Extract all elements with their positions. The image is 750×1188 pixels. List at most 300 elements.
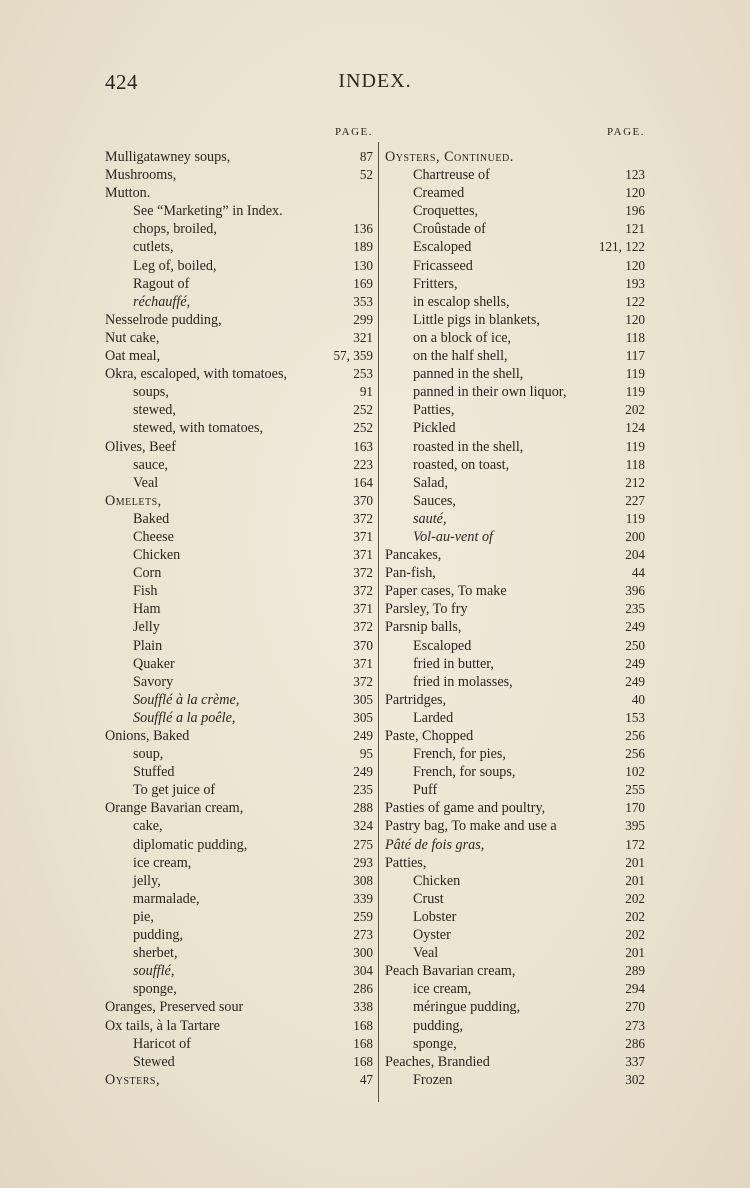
entry-page: 121 <box>625 221 645 237</box>
entry-name: Peach Bavarian cream, <box>385 963 516 980</box>
entry-name: Pan-fish, <box>385 565 436 582</box>
entry-name: Oysters, Continued. <box>385 149 514 165</box>
entry-page: 338 <box>353 999 373 1015</box>
entry-page: 120 <box>625 311 645 327</box>
entry-name: Peaches, Brandied <box>385 1053 490 1070</box>
index-entry <box>105 184 373 202</box>
entry-name: roasted in the shell, <box>413 438 524 455</box>
index-entry <box>105 618 373 636</box>
entry-name: in escalop shells, <box>413 293 510 310</box>
entry-name: diplomatic pudding, <box>133 836 248 853</box>
entry-name: fried in butter, <box>413 655 494 672</box>
entry-name: sherbet, <box>133 945 178 962</box>
entry-page: 294 <box>625 981 645 997</box>
index-entry <box>105 962 373 980</box>
index-entry <box>105 238 373 256</box>
index-entry <box>105 528 373 546</box>
entry-name: Partridges, <box>385 691 447 708</box>
entry-name: fried in molasses, <box>413 673 513 690</box>
entry-name: Cheese <box>133 528 174 545</box>
entry-name: panned in their own liquor, <box>413 384 567 401</box>
running-title: INDEX. <box>338 70 412 92</box>
entry-name: Quaker <box>133 655 175 672</box>
entry-page: 249 <box>625 655 645 671</box>
entry-name: Nesselrode pudding, <box>105 311 222 328</box>
index-list-left <box>105 148 373 1089</box>
index-entry <box>385 691 645 709</box>
entry-page: 259 <box>353 908 373 924</box>
entry-name: Chicken <box>133 547 181 564</box>
index-entry <box>385 528 645 546</box>
index-entry <box>105 980 373 998</box>
entry-page: 118 <box>625 329 645 345</box>
index-entry <box>105 836 373 854</box>
entry-page: 300 <box>353 945 373 961</box>
index-entry <box>105 510 373 528</box>
entry-name: To get juice of <box>133 782 216 799</box>
entry-page: 40 <box>631 691 645 707</box>
entry-page: 305 <box>353 709 373 725</box>
entry-name: Oat meal, <box>105 348 161 365</box>
index-entry <box>385 600 645 618</box>
index-entry <box>385 438 645 456</box>
entry-page: 304 <box>353 963 373 979</box>
entry-name: Corn <box>133 565 162 582</box>
entry-page: 223 <box>353 456 373 472</box>
entry-name: Stuffed <box>133 764 175 781</box>
entry-page: 370 <box>353 637 373 653</box>
entry-name: Fricasseed <box>413 257 473 274</box>
index-entry <box>385 727 645 745</box>
entry-name: stewed, with tomatoes, <box>133 420 264 437</box>
index-entry <box>385 184 645 202</box>
entry-name: Patties, <box>413 402 455 419</box>
index-entry <box>105 1017 373 1035</box>
index-entry <box>105 799 373 817</box>
entry-name: Parsley, To fry <box>385 601 468 618</box>
entry-page: 372 <box>353 565 373 581</box>
index-entry <box>385 944 645 962</box>
entry-name: Escaloped <box>413 239 472 256</box>
entry-page: 212 <box>625 474 645 490</box>
index-entry <box>105 220 373 238</box>
entry-name: Pancakes, <box>385 547 442 564</box>
index-column-right <box>385 122 645 1089</box>
index-entry <box>105 148 373 166</box>
column-divider <box>378 142 379 1102</box>
entry-page: 102 <box>625 764 645 780</box>
entry-page: 321 <box>353 329 373 345</box>
entry-page: 302 <box>625 1071 645 1087</box>
index-entry <box>385 618 645 636</box>
index-columns <box>105 122 645 1102</box>
entry-page: 168 <box>353 1017 373 1033</box>
index-entry <box>385 564 645 582</box>
entry-name: soup, <box>133 746 164 763</box>
index-entry <box>105 419 373 437</box>
entry-page: 119 <box>625 438 645 454</box>
index-entry <box>105 745 373 763</box>
entry-page: 91 <box>359 384 373 400</box>
entry-page: 163 <box>353 438 373 454</box>
page-column-label: PAGE. <box>607 126 645 138</box>
entry-name: Lobster <box>413 908 457 925</box>
entry-page: 196 <box>625 203 645 219</box>
entry-name: Parsnip balls, <box>385 619 462 636</box>
entry-page: 353 <box>353 293 373 309</box>
entry-page: 286 <box>353 981 373 997</box>
index-entry <box>385 709 645 727</box>
entry-page: 324 <box>353 818 373 834</box>
index-entry <box>385 1017 645 1035</box>
entry-page: 249 <box>625 619 645 635</box>
entry-page: 47 <box>359 1071 373 1087</box>
index-column-left <box>105 122 373 1089</box>
entry-name: Soufflé a la poêle, <box>133 709 236 726</box>
entry-name: Omelets, <box>105 492 162 509</box>
entry-page: 305 <box>353 691 373 707</box>
entry-page: 168 <box>353 1035 373 1051</box>
entry-page: 308 <box>353 872 373 888</box>
entry-page: 118 <box>625 456 645 472</box>
index-entry <box>105 637 373 655</box>
index-entry <box>385 582 645 600</box>
index-entry <box>385 474 645 492</box>
entry-page: 164 <box>353 474 373 490</box>
entry-name: roasted, on toast, <box>413 456 510 473</box>
entry-name: Haricot of <box>133 1035 191 1052</box>
index-entry <box>385 637 645 655</box>
index-entry <box>385 546 645 564</box>
entry-name: marmalade, <box>133 890 200 907</box>
entry-page: 288 <box>353 800 373 816</box>
index-entry <box>385 908 645 926</box>
entry-page: 87 <box>359 149 373 164</box>
entry-name: ice cream, <box>133 854 192 871</box>
entry-name: méringue pudding, <box>413 999 521 1016</box>
entry-name: Sauces, <box>413 492 456 509</box>
entry-page: 119 <box>625 366 645 382</box>
index-entry <box>385 383 645 401</box>
index-entry <box>385 1035 645 1053</box>
entry-page: 339 <box>353 890 373 906</box>
entry-page: 95 <box>359 746 373 762</box>
index-entry <box>105 908 373 926</box>
entry-page: 235 <box>353 782 373 798</box>
entry-name: Onions, Baked <box>105 728 190 744</box>
index-entry <box>385 275 645 293</box>
entry-name: jelly, <box>133 872 161 889</box>
entry-name: chops, broiled, <box>133 221 217 238</box>
entry-name: Patties, <box>385 854 427 871</box>
entry-page: 249 <box>625 673 645 689</box>
entry-name: Veal <box>413 945 439 962</box>
index-entry <box>105 438 373 456</box>
entry-page: 124 <box>625 420 645 436</box>
entry-name: on a block of ice, <box>413 329 512 346</box>
entry-page: 202 <box>625 402 645 418</box>
index-entry <box>385 456 645 474</box>
entry-page: 120 <box>625 257 645 273</box>
entry-name: réchauffé, <box>133 293 191 310</box>
entry-page: 52 <box>359 167 373 183</box>
entry-name: Fish <box>133 583 158 600</box>
index-list-right <box>385 148 645 1089</box>
entry-page: 123 <box>625 167 645 183</box>
entry-page: 193 <box>625 275 645 291</box>
entry-page: 202 <box>625 890 645 906</box>
entry-name: Croquettes, <box>413 203 479 220</box>
index-entry <box>385 202 645 220</box>
entry-page: 120 <box>625 185 645 201</box>
entry-name: Chartreuse of <box>413 167 490 184</box>
entry-page: 249 <box>353 728 373 743</box>
entry-page: 275 <box>353 836 373 852</box>
entry-page: 270 <box>625 999 645 1015</box>
entry-page: 249 <box>353 764 373 780</box>
entry-name: Fritters, <box>413 275 458 292</box>
entry-name: Pasties of game and poultry, <box>385 800 546 817</box>
entry-page: 395 <box>625 818 645 834</box>
index-entry <box>105 257 373 275</box>
entry-name: Savory <box>133 673 174 690</box>
entry-page: 337 <box>625 1053 645 1069</box>
index-entry <box>385 836 645 854</box>
index-entry <box>105 1053 373 1071</box>
index-entry <box>385 817 645 835</box>
entry-page: 286 <box>625 1035 645 1051</box>
index-entry <box>105 1071 373 1089</box>
index-entry <box>105 673 373 691</box>
entry-page: 372 <box>353 673 373 689</box>
entry-page: 189 <box>353 239 373 255</box>
entry-page: 153 <box>625 709 645 725</box>
entry-page: 256 <box>625 746 645 762</box>
entry-page: 169 <box>353 275 373 291</box>
entry-name: sponge, <box>413 1035 457 1052</box>
entry-page: 201 <box>625 872 645 888</box>
entry-page: 200 <box>625 528 645 544</box>
index-entry <box>105 691 373 709</box>
index-entry <box>105 275 373 293</box>
entry-name: Olives, Beef <box>105 438 176 455</box>
entry-page: 119 <box>625 510 645 526</box>
entry-name: Salad, <box>413 474 449 491</box>
index-entry <box>105 365 373 383</box>
index-entry <box>105 383 373 401</box>
index-entry <box>385 293 645 311</box>
entry-name: panned in the shell, <box>413 366 524 383</box>
entry-page: 253 <box>353 366 373 382</box>
entry-page: 371 <box>353 655 373 671</box>
index-entry <box>105 890 373 908</box>
index-entry <box>385 854 645 872</box>
index-entry <box>105 872 373 890</box>
index-entry <box>385 166 645 184</box>
entry-name: Leg of, boiled, <box>133 257 217 274</box>
index-entry <box>385 1071 645 1089</box>
entry-page: 201 <box>625 945 645 961</box>
entry-name: Mutton. <box>105 185 151 202</box>
page-column-label: PAGE. <box>335 126 373 138</box>
index-entry <box>105 763 373 781</box>
entry-name: Paper cases, To make <box>385 583 507 600</box>
entry-page: 44 <box>631 565 645 581</box>
entry-page: 371 <box>353 528 373 544</box>
entry-page: 371 <box>353 601 373 617</box>
entry-page: 372 <box>353 510 373 526</box>
index-entry <box>385 962 645 980</box>
entry-name: Creamed <box>413 185 465 202</box>
index-entry <box>105 817 373 835</box>
index-entry <box>385 492 645 510</box>
entry-name: French, for pies, <box>413 746 506 763</box>
index-entry <box>385 419 645 437</box>
entry-name: Pâté de fois gras, <box>385 836 485 853</box>
index-entry <box>385 347 645 365</box>
index-entry <box>105 655 373 673</box>
entry-page: 172 <box>625 836 645 852</box>
entry-page: 396 <box>625 583 645 599</box>
index-entry <box>385 872 645 890</box>
entry-name: pudding, <box>413 1017 464 1034</box>
entry-name: French, for soups, <box>413 764 516 781</box>
entry-name: soufflé, <box>133 963 175 980</box>
entry-name: soups, <box>133 384 169 401</box>
index-entry <box>105 564 373 582</box>
entry-name: Plain <box>133 637 163 654</box>
index-entry <box>105 202 373 220</box>
entry-page: 252 <box>353 420 373 436</box>
index-entry <box>105 293 373 311</box>
entry-name: Oysters, <box>105 1071 161 1088</box>
index-entry <box>385 238 645 256</box>
entry-name: Ragout of <box>133 275 190 292</box>
entry-name: Oranges, Preserved sour <box>105 999 244 1016</box>
entry-name: Crust <box>413 890 444 907</box>
entry-page: 121, 122 <box>598 239 645 255</box>
index-entry <box>385 926 645 944</box>
entry-page: 370 <box>353 492 373 508</box>
index-entry <box>385 655 645 673</box>
entry-name: Okra, escaloped, with tomatoes, <box>105 366 288 383</box>
entry-page: 119 <box>625 384 645 400</box>
index-entry <box>385 1053 645 1071</box>
entry-name: pie, <box>133 908 154 925</box>
entry-name: Orange Bavarian cream, <box>105 800 244 817</box>
index-entry <box>105 492 373 510</box>
entry-page: 235 <box>625 601 645 617</box>
entry-name: sauté, <box>413 510 447 527</box>
entry-page: 130 <box>353 257 373 273</box>
entry-page: 117 <box>625 348 645 364</box>
entry-name: Veal <box>133 474 159 491</box>
index-entry <box>385 980 645 998</box>
index-entry <box>105 329 373 347</box>
index-entry <box>385 329 645 347</box>
entry-name: Croûstade of <box>413 221 486 238</box>
index-entry <box>105 166 373 184</box>
index-entry <box>105 456 373 474</box>
index-entry <box>385 148 645 166</box>
entry-page: 122 <box>625 293 645 309</box>
entry-page: 293 <box>353 854 373 870</box>
index-entry <box>105 600 373 618</box>
entry-name: Soufflé à la crème, <box>133 691 240 708</box>
index-entry <box>385 311 645 329</box>
index-entry <box>385 365 645 383</box>
entry-page: 204 <box>625 547 645 563</box>
entry-name: Ham <box>133 601 161 618</box>
entry-page: 372 <box>353 619 373 635</box>
entry-page: 371 <box>353 547 373 563</box>
entry-name: Pickled <box>413 420 456 437</box>
index-entry <box>105 311 373 329</box>
page-header <box>105 70 645 106</box>
index-entry <box>105 781 373 799</box>
entry-page: 273 <box>353 927 373 943</box>
entry-name: Vol-au-vent of <box>413 528 493 545</box>
index-entry <box>385 257 645 275</box>
entry-page: 372 <box>353 583 373 599</box>
entry-page: 289 <box>625 963 645 979</box>
index-entry <box>105 998 373 1016</box>
index-entry <box>105 854 373 872</box>
entry-page: 250 <box>625 637 645 653</box>
entry-page: 256 <box>625 728 645 743</box>
entry-page: 201 <box>625 854 645 870</box>
entry-name: Paste, Chopped <box>385 728 474 744</box>
index-entry <box>385 745 645 763</box>
index-entry <box>105 709 373 727</box>
entry-name: Jelly <box>133 619 160 636</box>
index-entry <box>385 220 645 238</box>
entry-page: 227 <box>625 492 645 508</box>
entry-page: 136 <box>353 221 373 237</box>
entry-name: Mushrooms, <box>105 167 177 184</box>
entry-name: on the half shell, <box>413 348 508 365</box>
entry-name: Mulligatawney soups, <box>105 149 231 165</box>
index-entry <box>385 781 645 799</box>
index-entry <box>105 582 373 600</box>
index-entry <box>105 1035 373 1053</box>
index-entry <box>105 944 373 962</box>
entry-page: 168 <box>353 1053 373 1069</box>
entry-name: Escaloped <box>413 637 472 654</box>
entry-name: Little pigs in blankets, <box>413 311 540 328</box>
entry-name: Frozen <box>413 1071 453 1088</box>
entry-name: Stewed <box>133 1053 175 1070</box>
index-entry <box>105 474 373 492</box>
entry-page: 170 <box>625 800 645 816</box>
entry-name: Puff <box>413 782 438 799</box>
index-entry <box>385 890 645 908</box>
entry-name: pudding, <box>133 927 184 944</box>
entry-page: 255 <box>625 782 645 798</box>
index-entry <box>105 926 373 944</box>
entry-name: cake, <box>133 818 163 835</box>
entry-page: 252 <box>353 402 373 418</box>
index-entry <box>105 401 373 419</box>
entry-page: 202 <box>625 908 645 924</box>
entry-name: Oyster <box>413 927 451 944</box>
entry-name: cutlets, <box>133 239 174 256</box>
index-entry <box>385 510 645 528</box>
entry-name: ice cream, <box>413 981 472 998</box>
entry-page: 299 <box>353 311 373 327</box>
entry-page: 202 <box>625 927 645 943</box>
page-number: 424 <box>105 70 138 94</box>
